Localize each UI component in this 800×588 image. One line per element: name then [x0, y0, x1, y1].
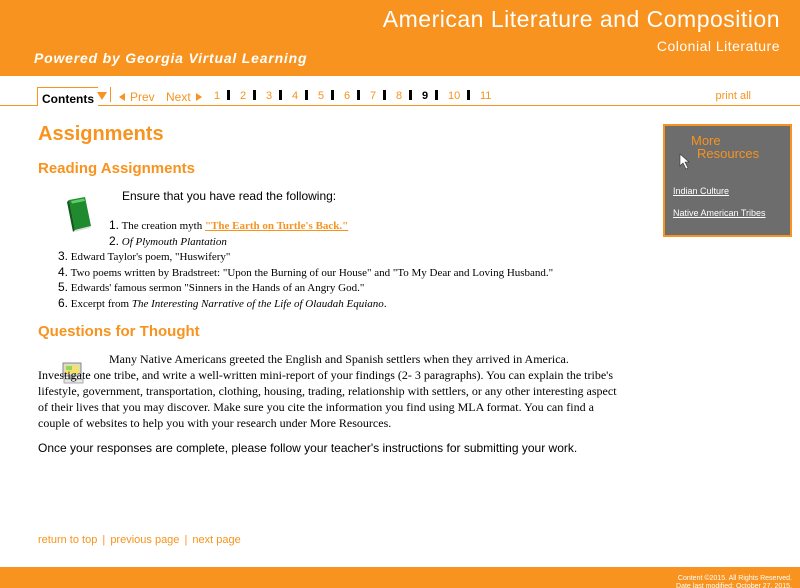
- list-item: [56, 280, 364, 294]
- page-divider: [357, 90, 360, 100]
- page-link-8[interactable]: 8: [396, 90, 403, 102]
- footer-navigation: [38, 534, 241, 546]
- page-divider: [305, 90, 308, 100]
- footer-separator: |: [102, 534, 106, 546]
- next-label: Next: [166, 90, 191, 104]
- page-divider: [253, 90, 256, 100]
- list-item-text: Edward Taylor's poem, "Huswifery": [70, 251, 231, 263]
- footer-separator: |: [184, 534, 188, 546]
- page-number-list: [214, 90, 499, 102]
- nav-divider: [110, 87, 111, 102]
- page-divider: [383, 90, 386, 100]
- page-link-1[interactable]: 1: [214, 90, 221, 102]
- page-link-10[interactable]: 10: [448, 90, 461, 102]
- copyright-text: [676, 575, 792, 588]
- site-footer: [0, 567, 800, 588]
- last-modified-line: Date last modified: October 27, 2015.: [676, 583, 792, 588]
- list-item: [107, 218, 348, 232]
- indian-culture-link[interactable]: Indian Culture: [673, 186, 730, 196]
- page-title: Assignments: [38, 123, 164, 145]
- next-page-link[interactable]: next page: [192, 534, 241, 546]
- print-all-link[interactable]: print all: [715, 90, 751, 102]
- page-link-6[interactable]: 6: [344, 90, 351, 102]
- book-icon: [63, 196, 93, 234]
- page-navigation: [0, 82, 800, 106]
- list-number: 6.: [57, 296, 68, 310]
- list-item-italic: The Interesting Narrative of the Life of Olaudah Equiano: [131, 298, 384, 310]
- page-divider: [331, 90, 334, 100]
- questions-heading: Questions for Thought: [38, 323, 200, 340]
- reading-intro: Ensure that you have read the following:: [122, 189, 337, 203]
- list-item: [56, 249, 230, 263]
- page-divider: [279, 90, 282, 100]
- more-resources-panel: [663, 124, 792, 237]
- list-item: [56, 296, 387, 310]
- list-number: 4.: [57, 265, 68, 279]
- course-title: American Literature and Composition: [382, 6, 780, 32]
- unit-title: Colonial Literature: [656, 38, 780, 54]
- reading-assignments-heading: Reading Assignments: [38, 160, 195, 177]
- triangle-down-icon[interactable]: [97, 92, 107, 100]
- closing-instructions: Once your responses are complete, please follow your teacher's instructions for submitting your work.: [38, 441, 578, 455]
- native-american-tribes-link[interactable]: Native American Tribes: [673, 208, 766, 218]
- page-link-5[interactable]: 5: [318, 90, 325, 102]
- copyright-line: Content ©2015. All Rights Reserved.: [677, 575, 792, 582]
- list-number: 1.: [108, 218, 119, 232]
- list-number: 5.: [57, 280, 68, 294]
- list-number: 2.: [108, 234, 119, 248]
- list-item: [56, 265, 553, 279]
- page-link-2[interactable]: 2: [240, 90, 247, 102]
- earth-turtle-link[interactable]: "The Earth on Turtle's Back.": [204, 220, 349, 232]
- powered-by-logo: Powered by Georgia Virtual Learning: [34, 50, 308, 66]
- cursor-arrow-icon: [678, 153, 690, 171]
- page-divider: [435, 90, 438, 100]
- list-item-suffix: .: [383, 298, 387, 310]
- more-resources-line1: More: [691, 133, 721, 148]
- list-item: [107, 234, 227, 248]
- questions-paragraph: Many Native Americans greeted the English and Spanish settlers when they arrived in America. Investigate one tribe, and write a well-written mini-report of your findings (2- 3 paragraphs). You can explain the tribe's lifestyle, government, transportation, clothing, housing, trading, relationship with settlers, or any other interesting aspect of their lives that you may discover. Make sure you cite the information you find using MLA format. You can find a couple of websites to help you with your research under More Resources.: [38, 352, 617, 430]
- page-link-7[interactable]: 7: [370, 90, 377, 102]
- site-header: [0, 0, 800, 76]
- page-link-4[interactable]: 4: [292, 90, 299, 102]
- list-item-text: The creation myth: [121, 220, 205, 232]
- page-divider: [467, 90, 470, 100]
- return-to-top-link[interactable]: return to top: [38, 534, 98, 546]
- page-divider: [227, 90, 230, 100]
- page-divider: [409, 90, 412, 100]
- list-item-text: Two poems written by Bradstreet: "Upon the Burning of our House" and "To My Dear and Loving Husband.": [70, 267, 554, 279]
- more-resources-line2: Resources: [697, 146, 760, 161]
- page-current-9: 9: [422, 90, 429, 102]
- prev-label: Prev: [130, 90, 155, 104]
- list-number: 3.: [57, 249, 68, 263]
- next-link[interactable]: [166, 90, 202, 104]
- more-resources-title: [691, 134, 759, 160]
- list-item-text: Excerpt from: [70, 298, 132, 310]
- page-link-11[interactable]: 11: [480, 90, 492, 102]
- prev-link[interactable]: [119, 90, 155, 104]
- list-item-text: Edwards' famous sermon "Sinners in the Hands of an Angry God.": [70, 282, 365, 294]
- page-link-3[interactable]: 3: [266, 90, 273, 102]
- contents-menu[interactable]: Contents: [37, 87, 98, 106]
- previous-page-link[interactable]: previous page: [110, 534, 180, 546]
- list-item-text: Of Plymouth Plantation: [121, 236, 227, 248]
